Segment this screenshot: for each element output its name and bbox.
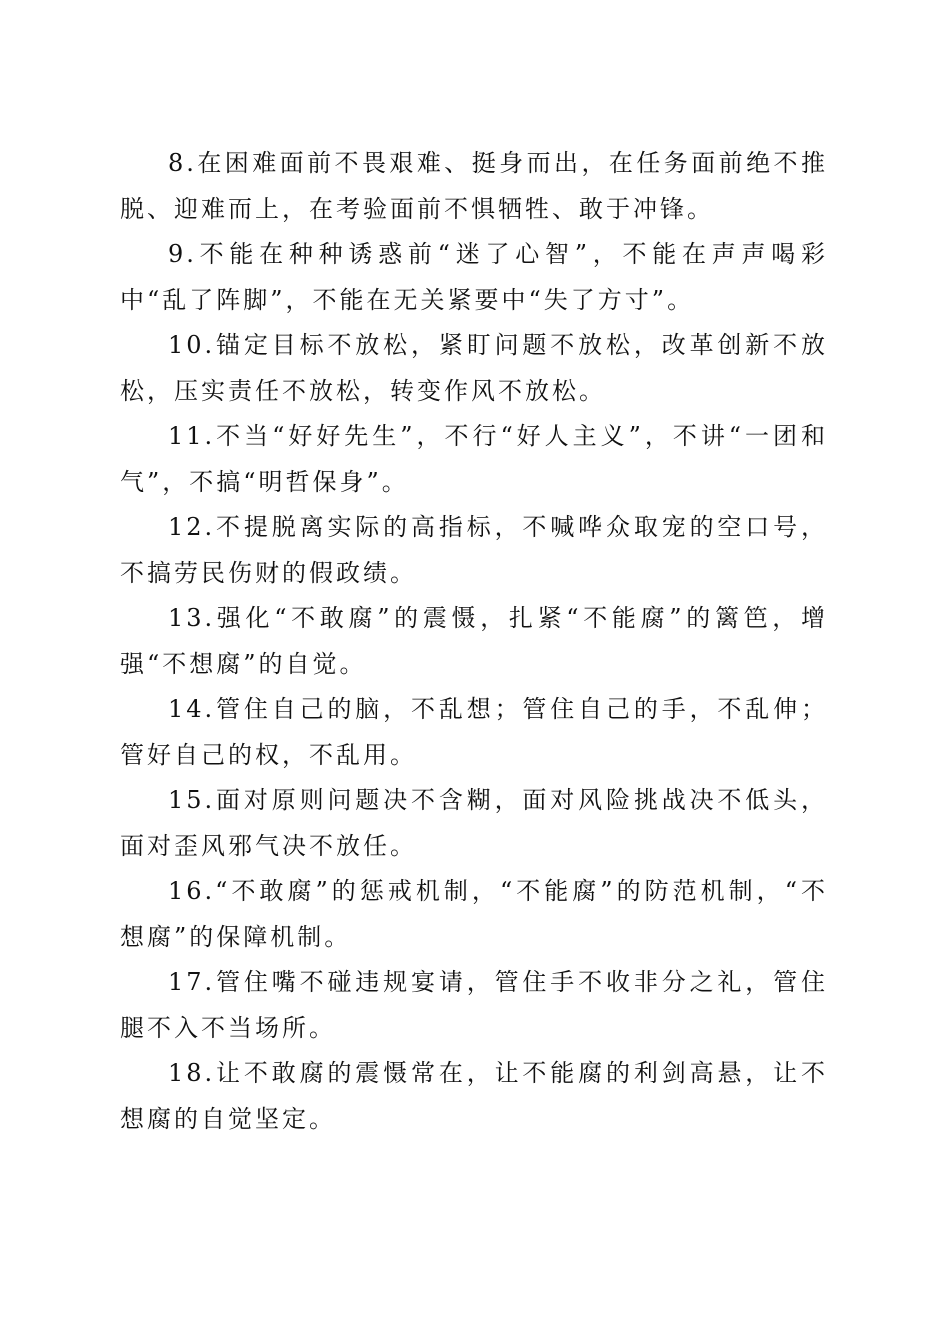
paragraph-14: 14.管住自己的脑，不乱想；管住自己的手，不乱伸；管好自己的权，不乱用。 <box>120 695 828 769</box>
document-body <box>120 141 828 1142</box>
paragraph-16: 16.“不敢腐”的惩戒机制，“不能腐”的防范机制，“不想腐”的保障机制。 <box>120 877 828 951</box>
paragraph-8: 8.在困难面前不畏艰难、挺身而出，在任务面前绝不推脱、迎难而上，在考验面前不惧牺牲、敢于冲锋。 <box>120 149 828 223</box>
paragraph-12: 12.不提脱离实际的高指标，不喊哗众取宠的空口号，不搞劳民伤财的假政绩。 <box>120 513 828 587</box>
paragraph-18: 18.让不敢腐的震慑常在，让不能腐的利剑高悬，让不想腐的自觉坚定。 <box>120 1059 828 1133</box>
paragraph-11: 11.不当“好好先生”，不行“好人主义”，不讲“一团和气”，不搞“明哲保身”。 <box>120 422 828 496</box>
paragraph-9: 9.不能在种种诱惑前“迷了心智”，不能在声声喝彩中“乱了阵脚”，不能在无关紧要中“失了方寸”。 <box>120 240 828 314</box>
paragraph-10: 10.锚定目标不放松，紧盯问题不放松，改革创新不放松，压实责任不放松，转变作风不放松。 <box>120 331 828 405</box>
paragraph-13: 13.强化“不敢腐”的震慑，扎紧“不能腐”的篱笆，增强“不想腐”的自觉。 <box>120 604 828 678</box>
paragraph-15: 15.面对原则问题决不含糊，面对风险挑战决不低头，面对歪风邪气决不放任。 <box>120 786 828 860</box>
paragraph-17: 17.管住嘴不碰违规宴请，管住手不收非分之礼，管住腿不入不当场所。 <box>120 968 828 1042</box>
